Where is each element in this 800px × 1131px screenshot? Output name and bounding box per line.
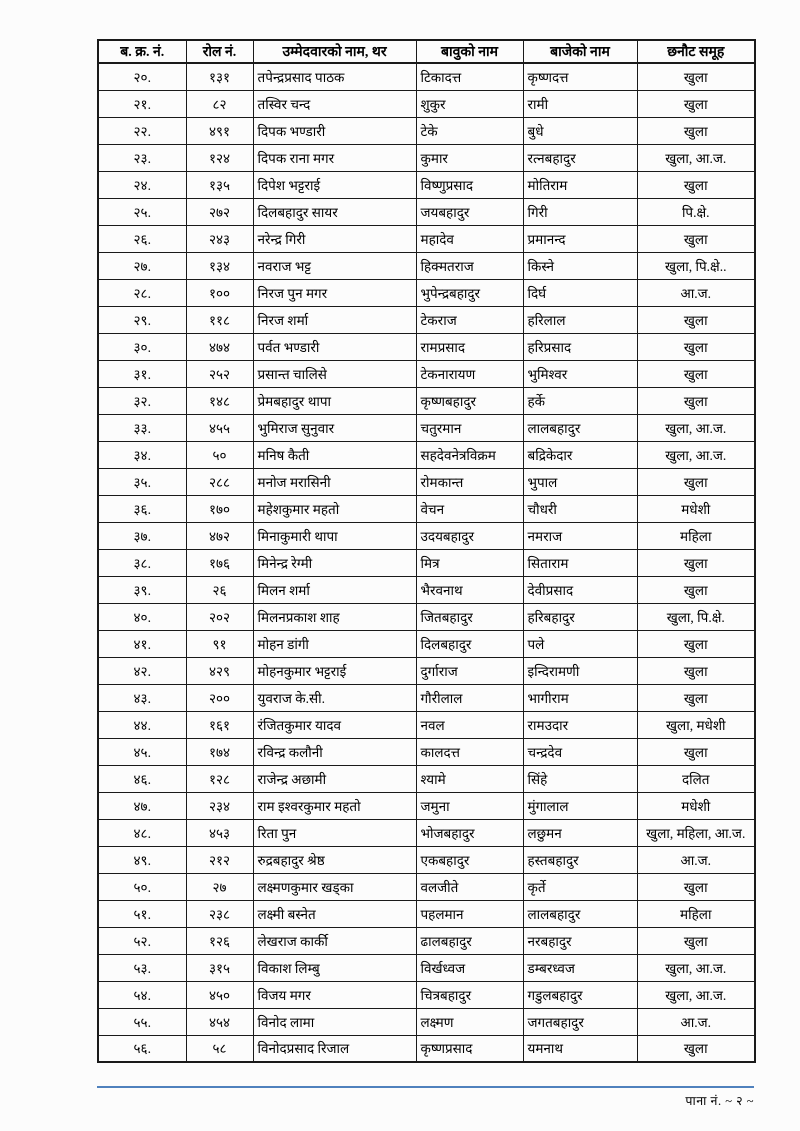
selection-group-cell: खुला xyxy=(637,333,755,360)
selection-group-cell: खुला, महिला, आ.ज. xyxy=(637,819,755,846)
roll-number-cell: ९१ xyxy=(186,630,253,657)
father-name-cell: भुपेन्द्रबहादुर xyxy=(416,279,523,306)
table-row xyxy=(98,468,755,495)
roll-number-cell: ४७२ xyxy=(186,522,253,549)
father-name-cell: मित्र xyxy=(416,549,523,576)
serial-number-cell: ४०. xyxy=(98,603,186,630)
serial-number-cell: २५. xyxy=(98,198,186,225)
grandfather-name-cell: बद्रिकेदार xyxy=(523,441,637,468)
father-name-cell: भोजबहादुर xyxy=(416,819,523,846)
selection-group-cell: आ.ज. xyxy=(637,279,755,306)
candidate-name-cell: राम इश्वरकुमार महतो xyxy=(253,792,416,819)
selection-group-cell: खुला xyxy=(637,549,755,576)
roll-number-cell: २४३ xyxy=(186,225,253,252)
father-name-cell: टेकराज xyxy=(416,306,523,333)
table-row xyxy=(98,846,755,873)
candidate-name-cell: लक्ष्मणकुमार खड्का xyxy=(253,873,416,900)
table-row xyxy=(98,954,755,981)
selection-group-cell: आ.ज. xyxy=(637,846,755,873)
grandfather-name-cell: जगतबहादुर xyxy=(523,1008,637,1035)
grandfather-name-cell: गिरी xyxy=(523,198,637,225)
serial-number-cell: ५२. xyxy=(98,927,186,954)
father-name-cell: दिलबहादुर xyxy=(416,630,523,657)
selection-group-cell: खुला xyxy=(637,468,755,495)
selection-group-cell: खुला, आ.ज. xyxy=(637,414,755,441)
grandfather-name-cell: रामउदार xyxy=(523,711,637,738)
candidate-name-cell: रिता पुन xyxy=(253,819,416,846)
selection-group-cell: दलित xyxy=(637,765,755,792)
roll-number-cell: १०० xyxy=(186,279,253,306)
selection-group-cell: खुला xyxy=(637,630,755,657)
selection-group-cell: खुला xyxy=(637,63,755,90)
table-row xyxy=(98,387,755,414)
father-name-cell: नवल xyxy=(416,711,523,738)
roll-number-cell: २५२ xyxy=(186,360,253,387)
father-name-cell: कालदत्त xyxy=(416,738,523,765)
candidate-name-cell: रविन्द्र कलौनी xyxy=(253,738,416,765)
grandfather-name-cell: लालबहादुर xyxy=(523,900,637,927)
selection-group-cell: खुला xyxy=(637,576,755,603)
selection-group-cell: खुला, पि.क्षे.. xyxy=(637,252,755,279)
selection-group-cell: खुला, आ.ज. xyxy=(637,981,755,1008)
father-name-cell: टेकनारायण xyxy=(416,360,523,387)
selection-group-cell: खुला xyxy=(637,117,755,144)
page-number-label: पाना नं. ~ २ ~ xyxy=(685,1094,754,1108)
grandfather-name-cell: किस्ने xyxy=(523,252,637,279)
selection-group-cell: खुला xyxy=(637,387,755,414)
serial-number-cell: ५४. xyxy=(98,981,186,1008)
father-name-cell: चित्रबहादुर xyxy=(416,981,523,1008)
serial-number-cell: ५०. xyxy=(98,873,186,900)
roll-number-cell: ४५४ xyxy=(186,1008,253,1035)
serial-number-cell: ५६. xyxy=(98,1035,186,1062)
father-name-cell: चतुरमान xyxy=(416,414,523,441)
grandfather-name-cell: चौधरी xyxy=(523,495,637,522)
roll-number-cell: ३१५ xyxy=(186,954,253,981)
roll-number-cell: २१२ xyxy=(186,846,253,873)
grandfather-name-cell: भुमिश्वर xyxy=(523,360,637,387)
roll-number-cell: १६१ xyxy=(186,711,253,738)
grandfather-name-cell: दिर्घ xyxy=(523,279,637,306)
selection-group-cell: खुला, मधेशी xyxy=(637,711,755,738)
grandfather-name-cell: भुपाल xyxy=(523,468,637,495)
serial-number-cell: २८. xyxy=(98,279,186,306)
candidate-name-cell: मोहन डांगी xyxy=(253,630,416,657)
serial-number-cell: ४७. xyxy=(98,792,186,819)
header-grandfather-name: बाजेको नाम xyxy=(523,40,637,63)
grandfather-name-cell: मुंगालाल xyxy=(523,792,637,819)
father-name-cell: भैरवनाथ xyxy=(416,576,523,603)
serial-number-cell: ४५. xyxy=(98,738,186,765)
roll-number-cell: २०२ xyxy=(186,603,253,630)
father-name-cell: एकबहादुर xyxy=(416,846,523,873)
grandfather-name-cell: लछुमन xyxy=(523,819,637,846)
candidate-name-cell: प्रसान्त चालिसे xyxy=(253,360,416,387)
father-name-cell: विष्णुप्रसाद xyxy=(416,171,523,198)
selection-group-cell: खुला, आ.ज. xyxy=(637,954,755,981)
table-row xyxy=(98,279,755,306)
candidate-name-cell: प्रेमबहादुर थापा xyxy=(253,387,416,414)
serial-number-cell: २९. xyxy=(98,306,186,333)
table-row xyxy=(98,441,755,468)
selection-group-cell: खुला xyxy=(637,1035,755,1062)
roll-number-cell: ४९१ xyxy=(186,117,253,144)
table-row xyxy=(98,252,755,279)
serial-number-cell: २०. xyxy=(98,63,186,90)
table-row xyxy=(98,873,755,900)
candidate-name-cell: विकाश लिम्बु xyxy=(253,954,416,981)
roll-number-cell: १३५ xyxy=(186,171,253,198)
serial-number-cell: ४६. xyxy=(98,765,186,792)
selection-group-cell: मधेशी xyxy=(637,495,755,522)
candidate-name-cell: विनोद लामा xyxy=(253,1008,416,1035)
serial-number-cell: ५१. xyxy=(98,900,186,927)
roll-number-cell: २३८ xyxy=(186,900,253,927)
serial-number-cell: ३१. xyxy=(98,360,186,387)
table-row xyxy=(98,414,755,441)
grandfather-name-cell: मोतिराम xyxy=(523,171,637,198)
serial-number-cell: ३४. xyxy=(98,441,186,468)
grandfather-name-cell: गडुलबहादुर xyxy=(523,981,637,1008)
table-row xyxy=(98,225,755,252)
father-name-cell: रोमकान्त xyxy=(416,468,523,495)
serial-number-cell: ३७. xyxy=(98,522,186,549)
serial-number-cell: ४१. xyxy=(98,630,186,657)
candidate-name-cell: रुद्रबहादुर श्रेष्ठ xyxy=(253,846,416,873)
selection-group-cell: महिला xyxy=(637,900,755,927)
table-row xyxy=(98,495,755,522)
selection-group-cell: खुला xyxy=(637,684,755,711)
grandfather-name-cell: कृर्ते xyxy=(523,873,637,900)
father-name-cell: लक्ष्मण xyxy=(416,1008,523,1035)
roll-number-cell: १२४ xyxy=(186,144,253,171)
grandfather-name-cell: रत्नबहादुर xyxy=(523,144,637,171)
grandfather-name-cell: हरिप्रसाद xyxy=(523,333,637,360)
candidate-name-cell: दिपक भण्डारी xyxy=(253,117,416,144)
roll-number-cell: ५८ xyxy=(186,1035,253,1062)
table-row xyxy=(98,198,755,225)
table-row xyxy=(98,981,755,1008)
table-row xyxy=(98,171,755,198)
selection-group-cell: मधेशी xyxy=(637,792,755,819)
table-row xyxy=(98,819,755,846)
father-name-cell: उदयबहादुर xyxy=(416,522,523,549)
grandfather-name-cell: इन्दिरामणी xyxy=(523,657,637,684)
candidate-name-cell: लक्ष्मी बस्नेत xyxy=(253,900,416,927)
roll-number-cell: २३४ xyxy=(186,792,253,819)
father-name-cell: कुमार xyxy=(416,144,523,171)
father-name-cell: जमुना xyxy=(416,792,523,819)
serial-number-cell: ३९. xyxy=(98,576,186,603)
serial-number-cell: ४८. xyxy=(98,819,186,846)
candidate-name-cell: विजय मगर xyxy=(253,981,416,1008)
roll-number-cell: २८८ xyxy=(186,468,253,495)
father-name-cell: वेचन xyxy=(416,495,523,522)
selection-group-cell: खुला xyxy=(637,873,755,900)
grandfather-name-cell: बुधे xyxy=(523,117,637,144)
table-row xyxy=(98,360,755,387)
serial-number-cell: ३६. xyxy=(98,495,186,522)
roll-number-cell: ४७४ xyxy=(186,333,253,360)
selection-group-cell: आ.ज. xyxy=(637,1008,755,1035)
father-name-cell: जितबहादुर xyxy=(416,603,523,630)
table-row xyxy=(98,765,755,792)
father-name-cell: कृष्णप्रसाद xyxy=(416,1035,523,1062)
roll-number-cell: १२८ xyxy=(186,765,253,792)
serial-number-cell: ४२. xyxy=(98,657,186,684)
serial-number-cell: २१. xyxy=(98,90,186,117)
candidate-name-cell: मनोज मरासिनी xyxy=(253,468,416,495)
selection-group-cell: खुला xyxy=(637,927,755,954)
selection-group-cell: खुला xyxy=(637,90,755,117)
roll-number-cell: २०० xyxy=(186,684,253,711)
selection-group-cell: पि.क्षे. xyxy=(637,198,755,225)
candidate-name-cell: राजेन्द्र अछामी xyxy=(253,765,416,792)
selection-group-cell: खुला, आ.ज. xyxy=(637,441,755,468)
table-row xyxy=(98,738,755,765)
header-serial-number: ब. क्र. नं. xyxy=(98,40,186,63)
father-name-cell: वलजीते xyxy=(416,873,523,900)
selection-group-cell: खुला xyxy=(637,738,755,765)
father-name-cell: विर्खध्वज xyxy=(416,954,523,981)
table-row xyxy=(98,63,755,90)
header-selection-group: छनौट समूह xyxy=(637,40,755,63)
table-row xyxy=(98,522,755,549)
table-row xyxy=(98,1008,755,1035)
table-row xyxy=(98,576,755,603)
candidate-name-cell: नवराज भट्ट xyxy=(253,252,416,279)
roll-number-cell: २७२ xyxy=(186,198,253,225)
serial-number-cell: २२. xyxy=(98,117,186,144)
candidate-name-cell: दिलबहादुर सायर xyxy=(253,198,416,225)
father-name-cell: जयबहादुर xyxy=(416,198,523,225)
grandfather-name-cell: पले xyxy=(523,630,637,657)
grandfather-name-cell: सिताराम xyxy=(523,549,637,576)
grandfather-name-cell: नमराज xyxy=(523,522,637,549)
candidate-name-cell: निरज पुन मगर xyxy=(253,279,416,306)
roll-number-cell: १३१ xyxy=(186,63,253,90)
selection-group-cell: खुला xyxy=(637,171,755,198)
father-name-cell: सहदेवनेत्रविक्रम xyxy=(416,441,523,468)
father-name-cell: टिकादत्त xyxy=(416,63,523,90)
candidate-name-cell: नरेन्द्र गिरी xyxy=(253,225,416,252)
table-row xyxy=(98,144,755,171)
roll-number-cell: ८२ xyxy=(186,90,253,117)
roll-number-cell: १७६ xyxy=(186,549,253,576)
candidate-name-cell: युवराज के.सी. xyxy=(253,684,416,711)
father-name-cell: टेके xyxy=(416,117,523,144)
father-name-cell: शुकुर xyxy=(416,90,523,117)
selection-group-cell: खुला xyxy=(637,225,755,252)
table-row xyxy=(98,90,755,117)
table-row xyxy=(98,117,755,144)
roll-number-cell: २७ xyxy=(186,873,253,900)
father-name-cell: दुर्गाराज xyxy=(416,657,523,684)
roll-number-cell: १४८ xyxy=(186,387,253,414)
roll-number-cell: ४५० xyxy=(186,981,253,1008)
table-row xyxy=(98,711,755,738)
header-father-name: बावुको नाम xyxy=(416,40,523,63)
roll-number-cell: ४५५ xyxy=(186,414,253,441)
father-name-cell: गौरीलाल xyxy=(416,684,523,711)
selection-group-cell: खुला xyxy=(637,657,755,684)
candidate-name-cell: पर्वत भण्डारी xyxy=(253,333,416,360)
table-row xyxy=(98,792,755,819)
roll-number-cell: ४५३ xyxy=(186,819,253,846)
candidate-name-cell: मिनेन्द्र रेग्मी xyxy=(253,549,416,576)
selection-group-cell: खुला, पि.क्षे. xyxy=(637,603,755,630)
serial-number-cell: ३२. xyxy=(98,387,186,414)
grandfather-name-cell: हर्के xyxy=(523,387,637,414)
grandfather-name-cell: यमनाथ xyxy=(523,1035,637,1062)
candidate-name-cell: मिलनप्रकाश शाह xyxy=(253,603,416,630)
table-row xyxy=(98,927,755,954)
table-row xyxy=(98,630,755,657)
grandfather-name-cell: हरिलाल xyxy=(523,306,637,333)
serial-number-cell: ५३. xyxy=(98,954,186,981)
father-name-cell: पहलमान xyxy=(416,900,523,927)
grandfather-name-cell: रामी xyxy=(523,90,637,117)
table-row xyxy=(98,657,755,684)
candidate-name-cell: महेशकुमार महतो xyxy=(253,495,416,522)
serial-number-cell: ३८. xyxy=(98,549,186,576)
serial-number-cell: २३. xyxy=(98,144,186,171)
table-row xyxy=(98,684,755,711)
candidate-table xyxy=(97,39,756,1063)
selection-group-cell: खुला, आ.ज. xyxy=(637,144,755,171)
serial-number-cell: ३३. xyxy=(98,414,186,441)
selection-group-cell: खुला xyxy=(637,360,755,387)
table-header-row xyxy=(98,40,755,63)
candidate-name-cell: निरज शर्मा xyxy=(253,306,416,333)
candidate-name-cell: विनोदप्रसाद रिजाल xyxy=(253,1035,416,1062)
grandfather-name-cell: प्रमानन्द xyxy=(523,225,637,252)
table-row xyxy=(98,333,755,360)
roll-number-cell: १७४ xyxy=(186,738,253,765)
candidate-name-cell: दिपेश भट्टराई xyxy=(253,171,416,198)
candidate-name-cell: भुमिराज सुनुवार xyxy=(253,414,416,441)
roll-number-cell: ४२९ xyxy=(186,657,253,684)
serial-number-cell: २७. xyxy=(98,252,186,279)
candidate-name-cell: तस्विर चन्द xyxy=(253,90,416,117)
serial-number-cell: ४४. xyxy=(98,711,186,738)
table-row xyxy=(98,900,755,927)
serial-number-cell: ३५. xyxy=(98,468,186,495)
father-name-cell: कृष्णबहादुर xyxy=(416,387,523,414)
grandfather-name-cell: भागीराम xyxy=(523,684,637,711)
grandfather-name-cell: चन्द्रदेव xyxy=(523,738,637,765)
serial-number-cell: ४३. xyxy=(98,684,186,711)
table-row xyxy=(98,549,755,576)
candidate-name-cell: तपेन्द्रप्रसाद पाठक xyxy=(253,63,416,90)
serial-number-cell: ३०. xyxy=(98,333,186,360)
grandfather-name-cell: कृष्णदत्त xyxy=(523,63,637,90)
selection-group-cell: खुला xyxy=(637,306,755,333)
header-candidate-name: उम्मेदवारको नाम, थर xyxy=(253,40,416,63)
table-row xyxy=(98,306,755,333)
father-name-cell: हिक्मतराज xyxy=(416,252,523,279)
candidate-name-cell: मिलन शर्मा xyxy=(253,576,416,603)
candidate-name-cell: मनिष कैती xyxy=(253,441,416,468)
father-name-cell: श्यामे xyxy=(416,765,523,792)
grandfather-name-cell: डम्बरध्वज xyxy=(523,954,637,981)
grandfather-name-cell: हस्तबहादुर xyxy=(523,846,637,873)
table-row xyxy=(98,1035,755,1062)
grandfather-name-cell: देवीप्रसाद xyxy=(523,576,637,603)
grandfather-name-cell: लालबहादुर xyxy=(523,414,637,441)
father-name-cell: ढालबहादुर xyxy=(416,927,523,954)
serial-number-cell: ४९. xyxy=(98,846,186,873)
roll-number-cell: ५० xyxy=(186,441,253,468)
candidate-name-cell: दिपक राना मगर xyxy=(253,144,416,171)
footer-divider-line xyxy=(97,1086,754,1088)
selection-group-cell: महिला xyxy=(637,522,755,549)
father-name-cell: महादेव xyxy=(416,225,523,252)
serial-number-cell: २४. xyxy=(98,171,186,198)
father-name-cell: रामप्रसाद xyxy=(416,333,523,360)
roll-number-cell: २६ xyxy=(186,576,253,603)
grandfather-name-cell: नरबहादुर xyxy=(523,927,637,954)
serial-number-cell: २६. xyxy=(98,225,186,252)
grandfather-name-cell: सिंहे xyxy=(523,765,637,792)
candidate-name-cell: मिनाकुमारी थापा xyxy=(253,522,416,549)
candidate-name-cell: रंजितकुमार यादव xyxy=(253,711,416,738)
table-row xyxy=(98,603,755,630)
roll-number-cell: १७० xyxy=(186,495,253,522)
candidate-name-cell: मोहनकुमार भट्टराई xyxy=(253,657,416,684)
header-roll-number: रोल नं. xyxy=(186,40,253,63)
roll-number-cell: ११८ xyxy=(186,306,253,333)
roll-number-cell: १२६ xyxy=(186,927,253,954)
grandfather-name-cell: हरिबहादुर xyxy=(523,603,637,630)
roll-number-cell: १३४ xyxy=(186,252,253,279)
serial-number-cell: ५५. xyxy=(98,1008,186,1035)
candidate-name-cell: लेखराज कार्की xyxy=(253,927,416,954)
